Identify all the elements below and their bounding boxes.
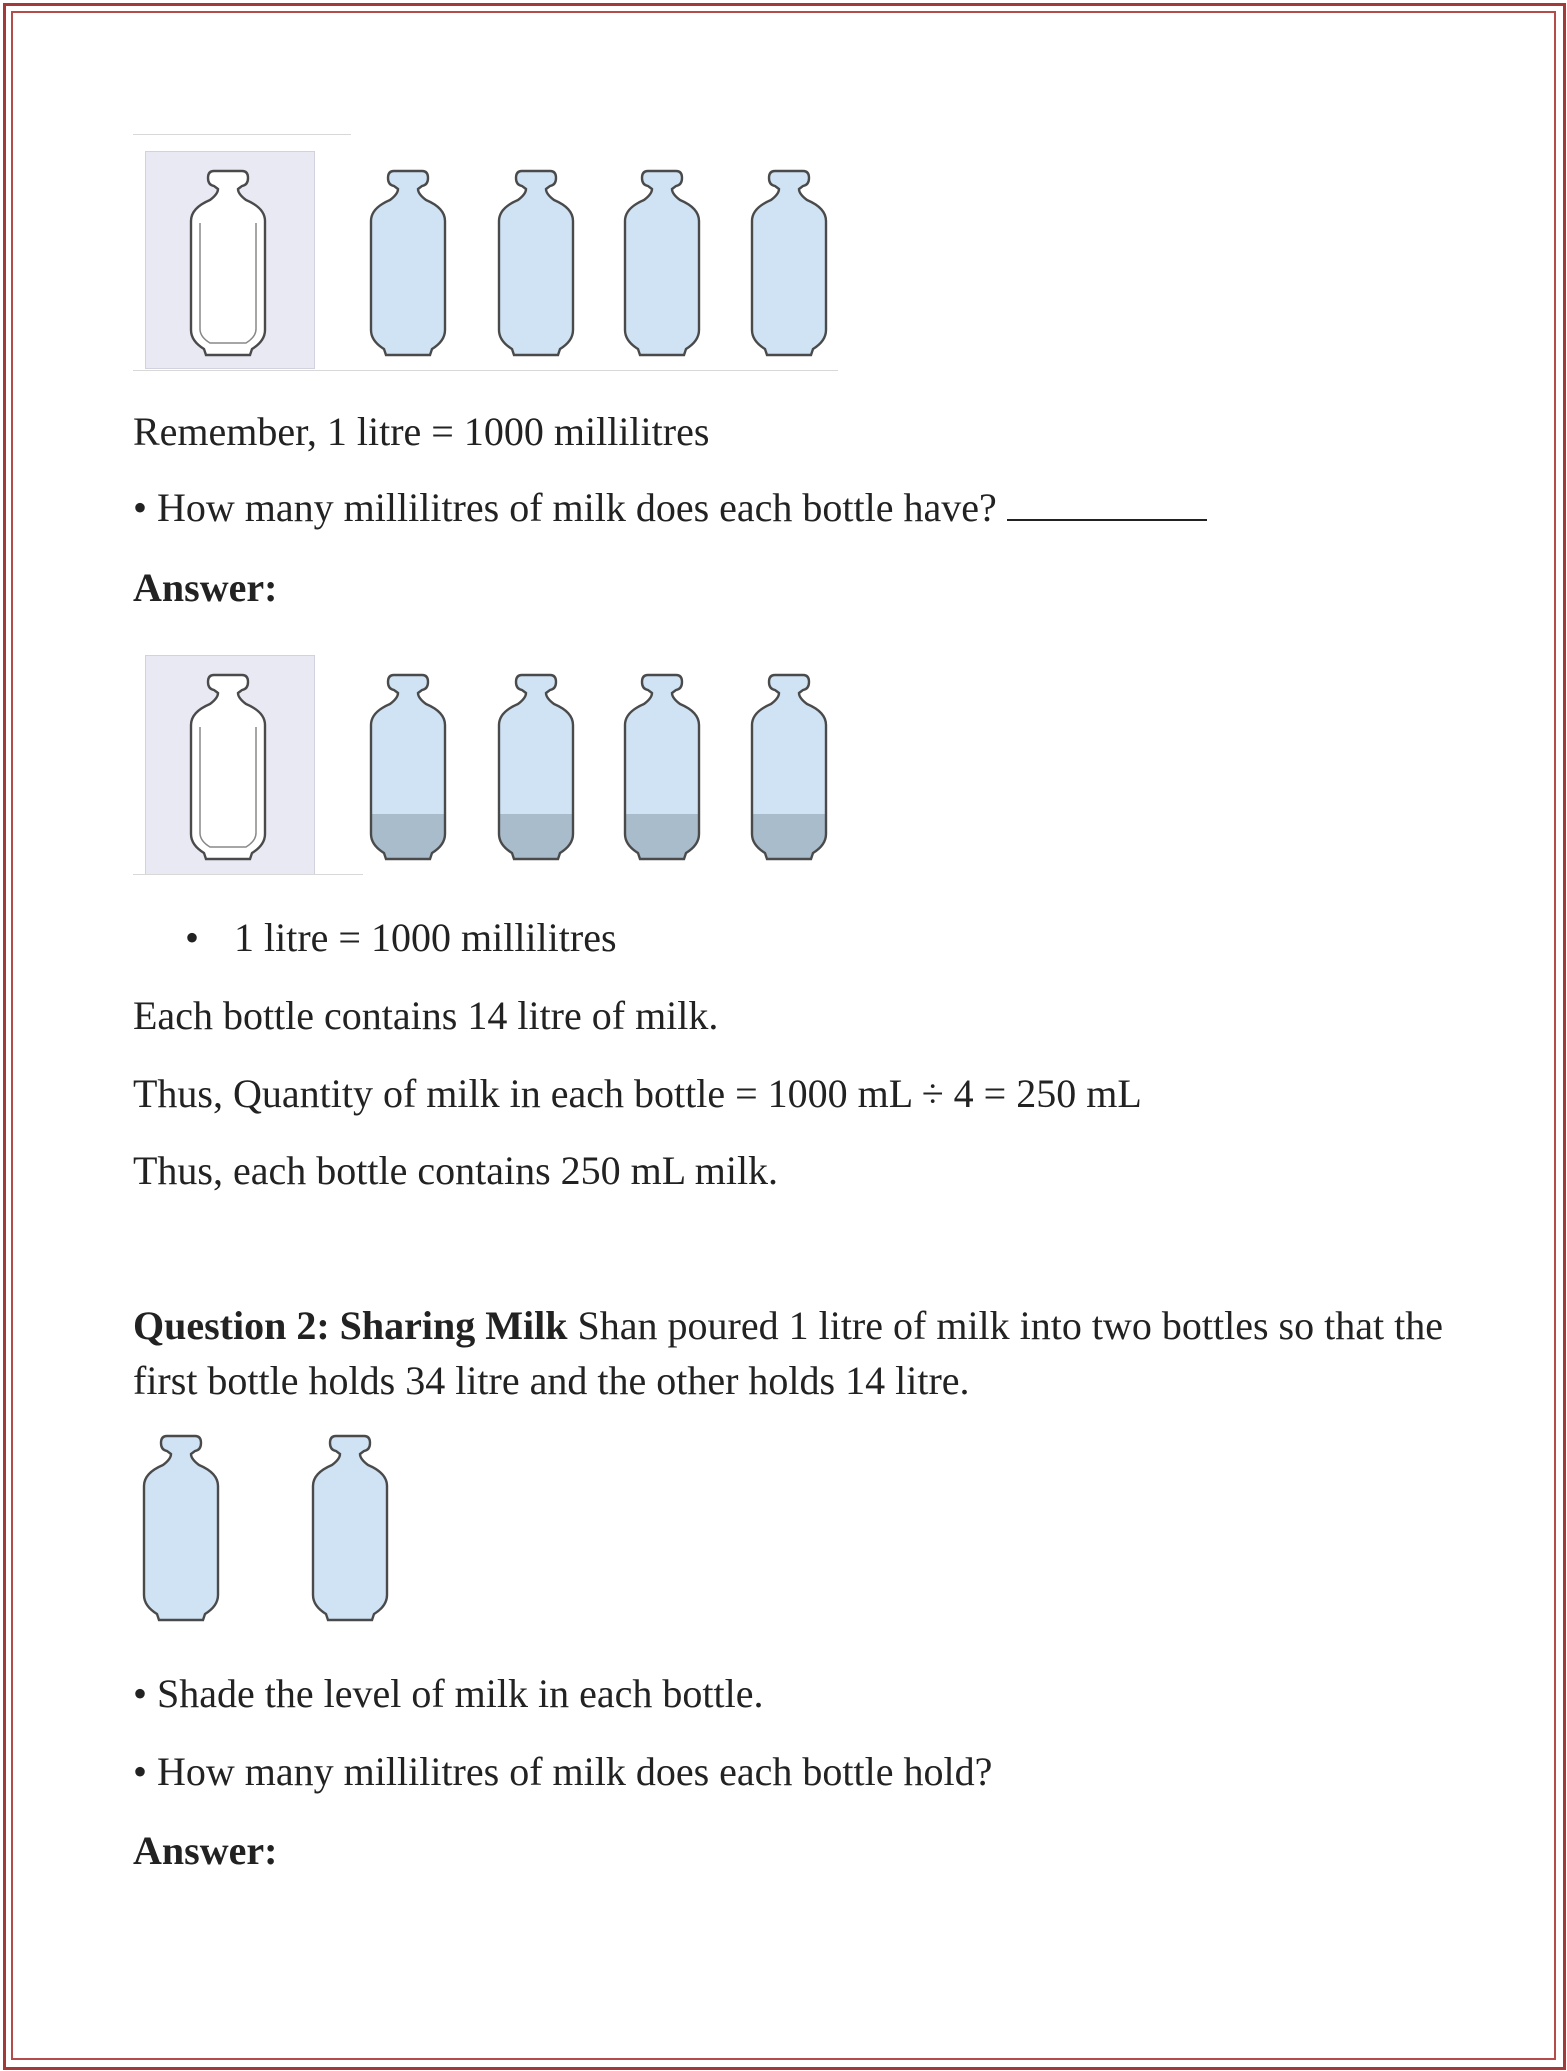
bottle-second (302, 1430, 398, 1624)
bottle-3 (614, 165, 710, 359)
empty-bottle (180, 669, 276, 863)
instruction-shade: • Shade the level of milk in each bottle. (133, 1671, 764, 1716)
bottle-first (133, 1430, 229, 1624)
answer-label: Answer: (133, 565, 278, 610)
question-2 (133, 1298, 1453, 1408)
answer-blank[interactable] (1007, 489, 1207, 521)
question-2-title: Question 2: Sharing Milk (133, 1303, 568, 1348)
remember-note: Remember, 1 litre = 1000 millilitres (133, 409, 710, 454)
bottle-quarter-full-4 (741, 669, 837, 863)
answer-line-3: Thus, each bottle contains 250 mL milk. (133, 1148, 779, 1193)
question-text: • How many millilitres of milk does each bottle have? (133, 485, 997, 530)
question-2-text: Shan poured 1 litre of milk into two bottles so that the first bottle holds 34 litre and the other holds 14 litre. (133, 1303, 1443, 1403)
empty-bottle (180, 165, 276, 359)
question-line (133, 484, 1207, 532)
bottle-4 (741, 165, 837, 359)
bottle-quarter-full-2 (488, 669, 584, 863)
answer-label-2: Answer: (133, 1828, 278, 1873)
bottle-1 (360, 165, 456, 359)
answer-line-1: Each bottle contains 14 litre of milk. (133, 993, 719, 1038)
bottle-quarter-full-1 (360, 669, 456, 863)
bottle-2 (488, 165, 584, 359)
instruction-millilitres: • How many millilitres of milk does each bottle hold? (133, 1749, 993, 1794)
bottle-quarter-full-3 (614, 669, 710, 863)
litre-fact: 1 litre = 1000 millilitres (234, 915, 617, 960)
answer-line-2: Thus, Quantity of milk in each bottle = 1000 mL ÷ 4 = 250 mL (133, 1071, 1142, 1116)
bullet-dot: • (185, 915, 200, 960)
